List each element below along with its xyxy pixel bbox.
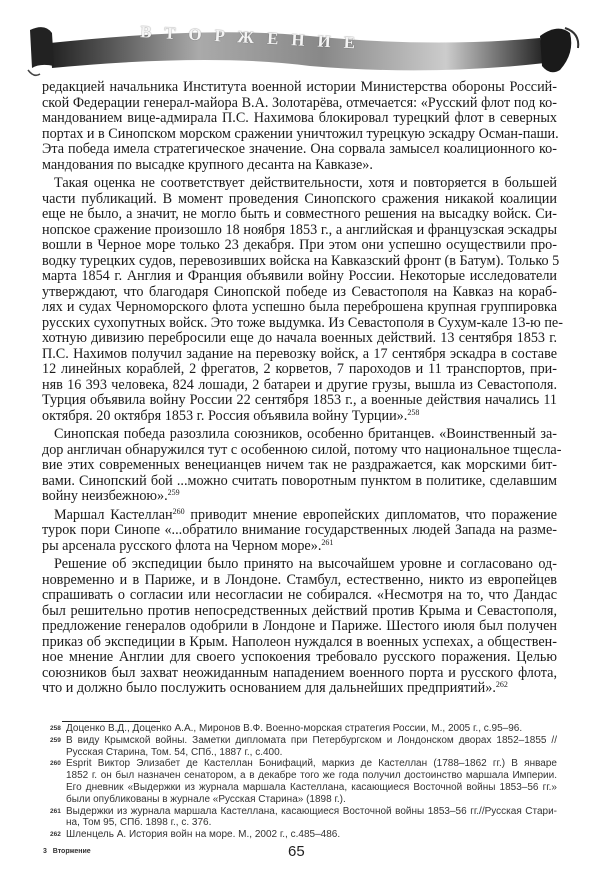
text-line <box>42 409 557 425</box>
text-line <box>42 427 557 443</box>
footnote-number: 259 <box>50 736 61 744</box>
line-text: Решение об экспедиции было принято на высочайшем уровне и согласовано од- <box>54 556 557 572</box>
text-line <box>42 331 557 347</box>
line-text: мандованием вице-адмирала П.С. Нахимова блокировал турецкий флот в северных <box>42 110 557 126</box>
chapter-title: ВТОРЖЕНИЕ <box>139 22 369 54</box>
text-line <box>42 252 560 270</box>
footnote-number: 258 <box>50 725 61 732</box>
footnote-line: Выдержки из журнала маршала Кастеллана, касающиеся Восточной войны 1853–56 гг.//Русская Стари- <box>66 805 557 817</box>
line-text: был решительно против непосредственных действий против Крыма и Севастополя, <box>42 602 557 619</box>
footnote-line: Русская Старина, Том. 54, СПб., 1887 г., с.400. <box>66 746 283 758</box>
line-text: новременно и в Париже, и в Лондоне. Стамбул, естественно, никто из европейцев <box>42 571 557 588</box>
paragraph <box>42 557 557 697</box>
text-line <box>42 207 557 223</box>
text-line <box>42 489 557 505</box>
line-text: части публикаций. В момент проведения Синопского сражения никакой коалиции <box>42 190 557 207</box>
body-text <box>42 79 563 700</box>
line-text: хотную дивизию перебросили еще до начала военных действий. 13 сентября 1853 г. <box>42 330 557 346</box>
text-line <box>42 588 557 604</box>
text-line <box>42 285 557 301</box>
footnote-ref[interactable]: 261 <box>321 537 334 547</box>
line-text: ры арсенала русского флота на Черном море». <box>42 537 322 554</box>
line-text: ской Федерации генерал-майора В.А. Золотарёва, отмечается: «Русский флот под ко- <box>42 94 557 111</box>
line-text: Турция объявила войну России 22 сентября 1853 г., а военные действия начались 11 <box>42 392 557 408</box>
text-line <box>42 96 557 112</box>
text-line <box>42 192 557 208</box>
text-line <box>42 635 557 651</box>
line-text: марта 1854 г. Англия и Франция объявили войну России. Некоторые исследователи <box>42 268 557 284</box>
paragraph <box>42 426 562 505</box>
footnote-line: В виду Крымской войны. Заметки дипломата при Петербургском и Лондонском дворах 1852–1855 // <box>66 734 557 746</box>
footnote-line: Шленцель А. История войн на море. М., 2002 г., с.485–486. <box>66 829 341 841</box>
text-line <box>42 347 557 363</box>
text-line <box>42 176 557 192</box>
text-line <box>42 362 557 378</box>
footnote-line: Его дневник «Выдержки из журнала маршала Кастеллана, касающиеся Восточной войны 1853–56 гг.» <box>66 781 557 793</box>
footnote-ref[interactable]: 259 <box>167 488 180 497</box>
text-line <box>42 619 557 635</box>
text-line <box>42 127 557 143</box>
text-line <box>42 142 557 158</box>
paragraph <box>42 80 557 173</box>
footnotes <box>50 723 557 841</box>
footnote-number: 262 <box>50 831 61 839</box>
text-line <box>42 314 563 332</box>
footnote-ref[interactable]: 260 <box>172 506 185 516</box>
line-text: Маршал Кастеллан <box>54 506 173 523</box>
line-text: союзников был захват неожиданным нападением военного порта и русского флота, <box>42 664 557 681</box>
footnote-line: 1852 г. он был назначен сенатором, а в декабре того же года получил достоинство маршала Империи. <box>66 770 557 782</box>
line-text: мандования по высадке крупного десанта на Кавказе». <box>42 156 373 173</box>
text-line <box>42 300 557 316</box>
footnote-number: 260 <box>50 760 61 768</box>
line-text: няв 16 393 человека, 824 лошади, 2 батареи и другие грузы, вышла из Севастополя. <box>42 376 557 393</box>
line-text: спрашивать о согласии или несогласии не собирался. «Несмотря на то, что Дандас <box>42 587 557 603</box>
line-text: дор англичан обнаружился тут с особенною силой, потому что национальное тщесла- <box>42 441 562 458</box>
text-line <box>42 604 557 620</box>
line-text: водку турецких судов, перевозивших войска на Кавказский фронт (в Батум). Только 5 <box>42 252 560 269</box>
line-text: турок пори Синопе «...обратило внимание государственных людей Запада на разме- <box>42 522 557 538</box>
text-line <box>42 650 557 666</box>
text-line <box>42 666 557 682</box>
text-line <box>42 474 557 490</box>
text-line <box>42 111 557 127</box>
footnote-number: 261 <box>50 807 61 815</box>
text-line <box>42 441 562 459</box>
line-text: вие этих современных венецианцев ничем так не раздражается, как морскими бит- <box>42 457 557 473</box>
footnote-separator <box>62 721 160 722</box>
line-text: октября. 20 октября 1853 г. Россия объявила войну Турции». <box>42 407 408 424</box>
text-line <box>42 80 557 96</box>
paragraph <box>42 175 563 424</box>
line-text: приказ об экспедиции в Крым. Наполеон нуждался в военных успехах, а обществен- <box>42 633 557 650</box>
footnote-line: на, Том 95, СПб. 1898 г., с. 376. <box>66 817 212 829</box>
footnote <box>50 829 557 841</box>
line-text: приводит мнение европейских дипломатов, что поражение <box>184 506 557 523</box>
footnote <box>50 723 557 735</box>
footnote-line: были опубликованы в журнале «Русская Старина» (1898 г.). <box>66 793 346 805</box>
line-text: редакцией начальника Института военной истории Министерства обороны Россий- <box>42 79 557 95</box>
text-line <box>42 238 557 254</box>
line-text: нопское сражение произошло 18 ноября 1853 г., а английская и французская эскадры <box>42 221 557 238</box>
line-text: войну неизбежною». <box>42 488 168 504</box>
footnote-line: Доценко В.Д., Доценко А.А., Миронов В.Ф. Военно-морская стратегия России, М., 2005 г., с.95–96. <box>66 723 523 734</box>
text-line <box>42 557 557 573</box>
line-text: ное мнение Англии для своего успокоения требовало русского поражения. Целью <box>42 649 557 665</box>
text-line <box>42 681 557 697</box>
footnote <box>50 735 557 759</box>
line-text: вошли в Черное море только 23 декабря. При этом они успешно осуществили про- <box>42 237 557 253</box>
section-number: 3 <box>43 848 47 855</box>
text-line <box>42 508 557 524</box>
text-line <box>42 158 557 174</box>
line-text: предложение генералов одобрили в Лондоне и Париже. Шестого июля был получен <box>42 618 557 634</box>
line-text: утверждают, что благодаря Синопской победе из Севастополя на Кавказ на кораб- <box>42 283 557 300</box>
text-line <box>42 523 557 539</box>
page-number: 65 <box>288 843 305 860</box>
text-line <box>42 269 557 285</box>
line-text: русских сухопутных войск. Это тоже выдумка. Из Севастополя в Сухум-кале 13-ю пе- <box>42 314 563 331</box>
line-text: портах и в Синопском морском сражении уничтожил турецкую эскадру Осман-паши. <box>42 125 559 142</box>
footnote-ref[interactable]: 262 <box>495 680 508 689</box>
line-text: Эта победа имела стратегическое значение. Она сорвала замысел коалиционного ко- <box>42 141 557 157</box>
footnote-ref[interactable]: 258 <box>407 407 420 417</box>
text-line <box>42 458 557 474</box>
line-text: вами. Синопский бой ...можно считать поворотным пунктом в политике, сделавшим <box>42 472 557 489</box>
line-text: еще не было, а значит, не могло быть и совместного решения на высадку войск. Си- <box>42 206 557 222</box>
footnote <box>50 806 557 830</box>
footnote-line: Esprit Виктор Элизабет де Кастеллан Бонифаций, маркиз де Кастеллан (1788–1862 гг.) В январе <box>66 758 557 770</box>
text-line <box>42 378 557 394</box>
paragraph <box>42 508 557 555</box>
running-footer <box>43 848 91 855</box>
text-line <box>42 573 557 589</box>
line-text: П.С. Нахимов получил задание на перевозку войск, а 17 сентября эскадра в составе <box>42 345 557 362</box>
line-text: Такая оценка не соответствует действительности, хотя и повторяется в большей <box>54 175 557 191</box>
text-line <box>42 223 557 239</box>
text-line <box>42 393 557 409</box>
line-text: 12 линейных кораблей, 2 фрегатов, 2 корветов, 7 пароходов и 11 транспортов, при- <box>42 361 557 377</box>
section-label: Вторжение <box>52 848 91 855</box>
line-text: Синопская победа разозлила союзников, особенно британцев. «Воинственный за- <box>54 426 557 442</box>
text-line <box>42 539 557 555</box>
footnote <box>50 758 557 805</box>
line-text: лях и судах Черноморского флота успешно была переброшена крупная группировка <box>42 299 557 315</box>
line-text: что и должно было послужить основанием для дальнейших предприятий». <box>42 680 496 696</box>
